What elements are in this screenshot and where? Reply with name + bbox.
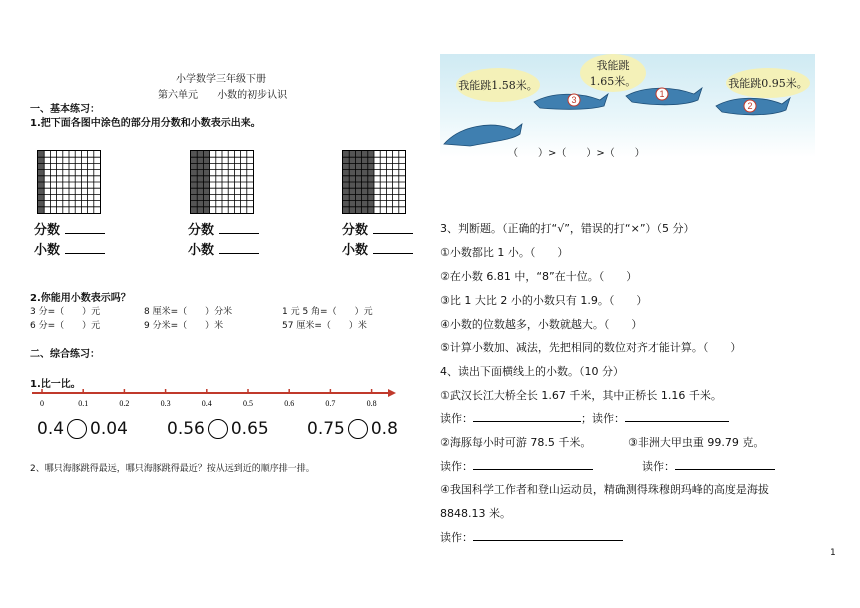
number-line-label: 0.5	[243, 399, 253, 408]
worksheet-title: 小学数学三年级下册	[176, 74, 266, 85]
bubble-1: 我能跳1.58米。	[456, 68, 540, 102]
unit-label	[158, 86, 287, 101]
compare-circle-2[interactable]	[208, 419, 228, 439]
dolphin-number-3: 3	[571, 95, 577, 105]
read-item-1: ①武汉长江大桥全长 1.67 千米，其中正桥长 1.16 千米。	[440, 389, 722, 402]
grid-3	[342, 150, 406, 214]
decimal-label-3: 小数	[342, 239, 413, 258]
read-item-3: ③非洲大甲虫重 99.79 克。	[628, 436, 765, 449]
read-blank-3[interactable]	[473, 469, 593, 470]
number-line-label: 0.4	[201, 399, 212, 408]
unit-topic: 小数的初步认识	[217, 90, 288, 101]
unit-number: 第六单元	[158, 90, 198, 101]
read-blank-1[interactable]	[473, 421, 581, 422]
number-line-label: 0.8	[366, 399, 377, 408]
compare-2: 0.56 0.65	[167, 419, 269, 439]
grid-2	[190, 150, 254, 214]
number-line-label: 0.2	[119, 399, 130, 408]
compare-circle-3[interactable]	[348, 419, 368, 439]
read-answer-2: 读作：	[440, 458, 593, 474]
read-blank-2[interactable]	[625, 421, 729, 422]
judge-2: ②在小数 6.81 中，“8”在十位。（ ）	[440, 270, 638, 283]
conversion-1-3: 1 元 5 角=（ ）元	[282, 307, 373, 317]
decimal-label-1: 小数	[34, 239, 105, 258]
judge-1: ①小数都比 1 小。（ ）	[440, 246, 569, 259]
number-line	[28, 386, 398, 412]
judge-4: ④小数的位数越多，小数就越大。（ ）	[440, 318, 643, 331]
grid-1	[37, 150, 101, 214]
number-line-label: 0.1	[78, 399, 89, 408]
page-number: 1	[830, 548, 836, 558]
read-blank-4[interactable]	[675, 469, 775, 470]
read-answer-3: 读作：	[642, 458, 775, 474]
number-line-label: 0	[40, 399, 44, 408]
part1-question1: 1.把下面各图中涂色的部分用分数和小数表示出来。	[30, 118, 261, 129]
read-answer-1: 读作： ；读作：	[440, 410, 729, 426]
read-item-2: ②海豚每小时可游 78.5 千米。	[440, 436, 592, 449]
dolphin-illustration	[440, 54, 815, 157]
conversion-2-1: 6 分=（ ）元	[30, 321, 101, 331]
fraction-label-3: 分数	[342, 219, 413, 238]
compare-1: 0.4 0.04	[37, 419, 128, 439]
conversion-1-2: 8 厘米=（ ）分米	[144, 307, 233, 317]
conversion-1-1: 3 分=（ ）元	[30, 307, 101, 317]
decimal-label-2: 小数	[188, 239, 259, 258]
part2-question2: 2、哪只海豚跳得最远，哪只海豚跳得最近？按从远到近的顺序排一排。	[30, 464, 315, 474]
fraction-label-1: 分数	[34, 219, 105, 238]
bubble-2: 我能跳 1.65米。	[580, 54, 646, 92]
fraction-label-2: 分数	[188, 219, 259, 238]
judge-5: ⑤计算小数加、减法，先把相同的数位对齐才能计算。（ ）	[440, 341, 742, 354]
read-answer-4: 读作：	[440, 529, 623, 545]
conversion-2-2: 9 分米=（ ）米	[144, 321, 224, 331]
read-item-4a: ④我国科学工作者和登山运动员，精确测得珠穆朗玛峰的高度是海拔	[440, 483, 769, 496]
dolphin-number-1: 1	[659, 89, 665, 99]
read-blank-5[interactable]	[473, 540, 623, 541]
compare-circle-1[interactable]	[67, 419, 87, 439]
dolphins	[440, 54, 815, 157]
bubble-3: 我能跳0.95米。	[726, 68, 810, 98]
part3-heading: 3、判断题。（正确的打“√”，错误的打“×”）（5 分）	[440, 222, 695, 235]
conversion-2-3: 57 厘米=（ ）米	[282, 321, 367, 331]
part2-question1: 1.比一比。	[30, 379, 81, 390]
number-line-label: 0.6	[284, 399, 295, 408]
read-item-4b: 8848.13 米。	[440, 507, 511, 520]
part1-heading: 一、基本练习：	[30, 104, 100, 115]
dolphin-number-2: 2	[747, 101, 753, 111]
part4-heading: 4、读出下面横线上的小数。（10 分）	[440, 365, 624, 378]
order-answer-line: （ ）>（ ）>（ ）	[508, 148, 645, 157]
number-line-label: 0.3	[160, 399, 171, 408]
number-line-label: 0.7	[325, 399, 336, 408]
judge-3: ③比 1 大比 2 小的小数只有 1.9。（ ）	[440, 294, 648, 307]
part1-question2: 2.你能用小数表示吗？	[30, 293, 131, 304]
compare-3: 0.75 0.8	[307, 419, 398, 439]
part2-heading: 二、综合练习：	[30, 349, 100, 360]
